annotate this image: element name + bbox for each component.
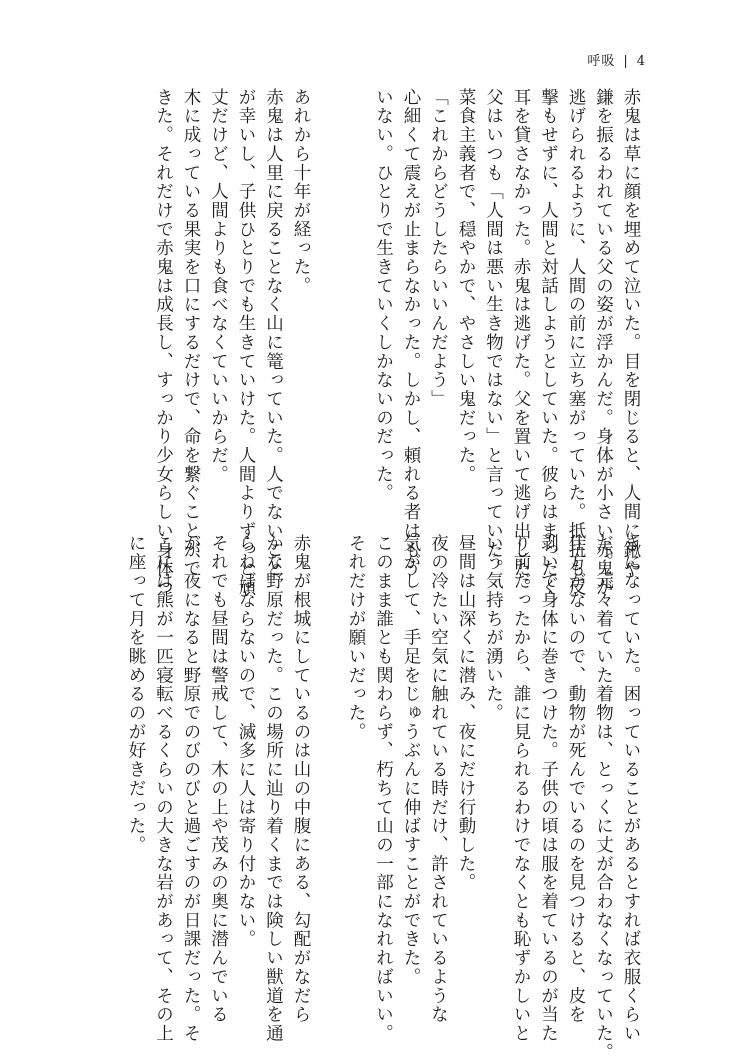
- text-line: 赤鬼は人里に戻ることなく山に篭っていた。人でないこと: [263, 88, 284, 579]
- text-line: 気がして、手足をじゅうぶんに伸ばすことができた。: [401, 534, 421, 987]
- text-line: それだけが願いだった。: [346, 534, 366, 742]
- text-line: 鎌を振るわれている父の姿が浮かんだ。身体が小さい赤鬼が: [593, 88, 614, 597]
- page-number: 4: [636, 54, 646, 69]
- text-line: 丈だけど、人間よりも食べなくていいからだ。: [208, 88, 229, 484]
- text-line: 父はいつも「人間は悪い生き物ではない」と言っていた。: [483, 88, 504, 579]
- text-line: 赤鬼が根城にしているのは山の中腹にある、勾配がなだら: [291, 534, 311, 1025]
- text-line: に座って月を眺めるのが好きだった。: [126, 534, 146, 855]
- text-line: こには熊が一匹寝転べるくらいの大きな岩があって、その上: [153, 534, 174, 1043]
- chapter-title: 呼吸: [587, 54, 616, 69]
- text-line: だ。元々着ていた着物は、とっくに丈が合わなくなっていた。: [593, 534, 614, 1062]
- text-line: きになっていた。困っていることがあるとすれば衣服くらい: [621, 534, 641, 1043]
- text-line: 昼間は山深くに潜み、夜にだけ行動した。: [456, 534, 476, 893]
- text-line: 撃もせずに、人間と対話しようとしていた。彼らはまったく: [538, 88, 559, 597]
- text-line: らねばならないので、滅多に人は寄り付かない。: [236, 534, 256, 949]
- text-line: きた。それだけで赤鬼は成長し、すっかり少女らしい身体つ: [153, 88, 174, 597]
- bottom-text-block: [122, 534, 645, 1062]
- text-line: このまま誰とも関わらず、朽ちて山の一部になれればいい。: [373, 534, 394, 1043]
- text-line: り前だったから、誰に見られるわけでなくとも恥ずかしいと: [511, 534, 531, 1043]
- text-line: 夜の冷たい空気に触れている時だけ、許されているような: [428, 534, 449, 1025]
- text-line: が、夜になると野原でのびのびと過ごすのが日課だった。そ: [181, 534, 201, 1043]
- text-line: 赤鬼は草に顔を埋めて泣いた。目を閉じると、人間に鍬や: [621, 88, 641, 579]
- text-line: 仕方がないので、動物が死んでいるのを見つけると、皮を: [566, 534, 586, 1025]
- text-line: 剥いで身体に巻きつけた。子供の頃は服を着ているのが当た: [538, 534, 559, 1043]
- text-line: 逃げられるように、人間の前に立ち塞がっていた。抵抗も反: [566, 88, 586, 597]
- text-line: 菜食主義者で、穏やかで、やさしい鬼だった。: [456, 88, 476, 484]
- text-line: いない。ひとりで生きていくしかないのだった。: [373, 88, 394, 503]
- text-line: 心細くて震えが止まらなかった。しかし、頼れる者はもう: [401, 88, 421, 579]
- text-line: 耳を貸さなかった。赤鬼は逃げた。父を置いて逃げ出した。: [511, 88, 531, 597]
- running-header: [587, 50, 646, 69]
- text-line: 「これからどうしたらいいんだよう」: [428, 88, 449, 409]
- header-separator: |: [623, 54, 629, 69]
- text-line: それでも昼間は警戒して、木の上や茂みの奥に潜んでいる: [208, 534, 229, 1025]
- text-line: いう気持ちが湧いた。: [483, 534, 504, 723]
- text-line: あれから十年が経った。: [291, 88, 311, 296]
- top-text-block: [149, 88, 644, 597]
- text-line: 木に成っている果実を口にするだけで、命を繋ぐことがで: [181, 88, 201, 579]
- text-line: が幸いし、子供ひとりでも生きていけた。人間よりずっと頑: [236, 88, 256, 597]
- text-line: かな野原だった。この場所に辿り着くまでは険しい獣道を通: [263, 534, 284, 1043]
